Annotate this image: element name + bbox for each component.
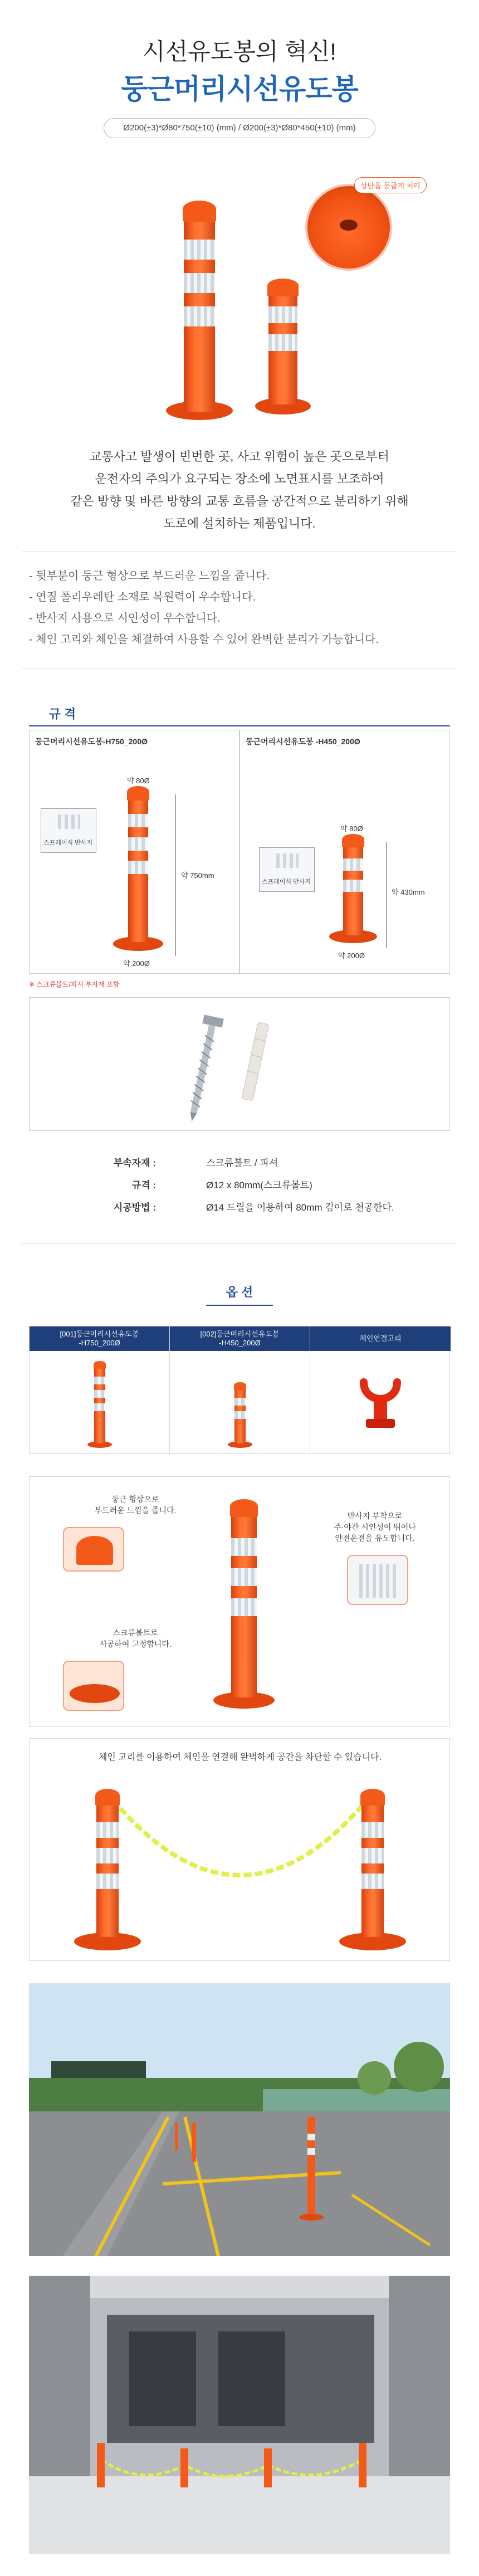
intro-line: 운전자의 주의가 요구되는 장소에 노면표시를 보조하여 (95, 472, 384, 486)
option-head (310, 1326, 451, 1351)
option-cell-chain-hook[interactable] (310, 1326, 451, 1455)
road-scene (29, 1983, 450, 2256)
option-head (170, 1326, 310, 1351)
spec-section-rule (29, 725, 450, 726)
parts-value: 스크류볼트 / 피셔 (206, 1158, 278, 1168)
parts-key: 부속자재 : (113, 1158, 156, 1168)
reflector-label-h450: 스프레이식 반사지 (262, 879, 311, 885)
screw-anchor-icon (30, 998, 451, 1131)
option-name: 체인연결고리 (359, 1334, 402, 1343)
option-cell-002[interactable] (170, 1326, 310, 1455)
chain-bollard-right (339, 1789, 406, 1950)
round-top-detail-image (305, 184, 392, 271)
chain-hook-icon (353, 1371, 408, 1438)
bollard-large-image (166, 201, 233, 423)
intro-line: 같은 방향 및 바른 방향의 교통 흐름을 공간적으로 분리하기 위해 (70, 494, 409, 508)
parts-table (89, 1153, 423, 1220)
bollard-small-image (255, 279, 311, 418)
option-section-rule (206, 1305, 273, 1306)
intro-description (0, 446, 479, 535)
round-top-callout: 상단을 둥글게 처리 (354, 177, 427, 193)
parts-row (89, 1198, 401, 1218)
divider (22, 1243, 457, 1244)
feature-item: - 뒷부분이 둥근 형상으로 부드러운 느낌을 줍니다. (29, 570, 270, 582)
intro-line: 도로에 설치하는 제품입니다. (163, 516, 316, 530)
spec-line: Ø200(±3)*Ø80*750(±10) (mm) / Ø200(±3)*Ø80*450(±10) (mm) (104, 118, 375, 138)
dim-top-h750: 약 80Ø (127, 777, 150, 785)
option-cell-001[interactable] (30, 1326, 170, 1455)
screw-photo-box (29, 997, 450, 1131)
round-top-detail-image (63, 1527, 124, 1572)
dim-top-h450: 약 80Ø (340, 824, 363, 833)
option-bollard-001 (87, 1361, 112, 1450)
feature-list (29, 565, 452, 650)
dim-height-h750: 약 750mm (181, 871, 214, 880)
dim-height-h450: 약 430mm (392, 888, 425, 896)
note-line: 반사지 부착으로 (347, 1511, 403, 1520)
detail-bollard-image (213, 1499, 275, 1711)
reflector-note (319, 1510, 431, 1544)
feature-item: - 반사지 사용으로 시인성이 우수합니다. (29, 612, 221, 625)
dim-base-h450: 약 200Ø (338, 952, 365, 960)
detail-callout-box (29, 1476, 450, 1727)
note-line: 부드러운 느낌을 줍니다. (94, 1506, 177, 1515)
note-line: 주·야간 시인성이 뛰어나 (334, 1523, 416, 1531)
round-top-note (80, 1494, 191, 1516)
dim-line (386, 842, 387, 948)
chain-bollard-left (74, 1789, 141, 1950)
screw-fix-note (80, 1627, 191, 1650)
note-line: 스크류볼트로 (113, 1628, 158, 1637)
bollard-h750-diagram (113, 786, 163, 953)
road-installation-photo (29, 1983, 450, 2256)
feature-item: - 체인 고리와 체인을 체결하여 사용할 수 있어 완벽한 분리가 가능합니다. (29, 633, 379, 646)
bollard-h450-diagram (329, 834, 377, 945)
product-title: 둥근머리시선유도봉 (121, 74, 358, 105)
spec-box-h450 (240, 730, 450, 974)
note-line: 둥근 형상으로 (111, 1495, 159, 1504)
parts-value: Ø12 x 80mm(스크류볼트) (206, 1180, 312, 1191)
option-head (30, 1326, 169, 1351)
spec-title-h450: 둥근머리시선유도봉 -H450_200Ø (246, 737, 360, 746)
reflector-label-h750: 스프레이식 반사지 (43, 840, 93, 846)
spec-box-h750 (29, 730, 240, 974)
parts-row (89, 1153, 401, 1173)
intro-line: 교통사고 발생이 빈번한 곳, 사고 위험이 높은 곳으로부터 (90, 450, 389, 464)
reflector-inset-h450 (259, 847, 315, 892)
spec-title-h750: 둥근머리시선유도봉-H750_200Ø (35, 737, 148, 746)
parts-key: 시공방법 : (113, 1202, 156, 1213)
chain-usage-box (29, 1738, 450, 1961)
dim-line (175, 794, 176, 956)
option-name: [001]둥근머리시선유도봉 (60, 1330, 139, 1338)
reflector-detail-image (347, 1555, 408, 1605)
dim-base-h750: 약 200Ø (123, 959, 150, 968)
option-table (29, 1326, 450, 1454)
building-scene (29, 2276, 450, 2554)
parts-key: 규격 : (131, 1180, 156, 1191)
option-section-label: 옵 션 (226, 1285, 253, 1299)
parts-value: Ø14 드릴을 이용하여 80mm 깊이로 천공한다. (206, 1202, 394, 1213)
header-subtitle: 시선유도봉의 혁신! (143, 38, 336, 65)
building-installation-photo (29, 2276, 450, 2554)
chain-description: 체인 고리를 이용하여 체인을 연결해 완벽하게 공간을 차단할 수 있습니다. (98, 1753, 382, 1762)
option-name: [002]둥근머리시선유도봉 (200, 1330, 280, 1338)
parts-row (89, 1175, 401, 1196)
note-line: 시공하여 고정합니다. (99, 1640, 172, 1648)
base-screw-detail-image (63, 1661, 124, 1711)
option-code: -H450_200Ø (219, 1339, 261, 1347)
feature-item: - 연질 폴리우레탄 소재로 복원력이 우수합니다. (29, 591, 256, 603)
accessory-note: ※ 스크류볼트/피셔 부자재 포함 (29, 980, 120, 988)
note-line: 안전운전을 유도합니다. (335, 1534, 415, 1543)
option-code: -H750_200Ø (79, 1339, 120, 1347)
option-bollard-002 (228, 1382, 252, 1449)
reflector-inset-h750 (41, 808, 96, 853)
spec-section-label: 규 격 (48, 707, 76, 721)
